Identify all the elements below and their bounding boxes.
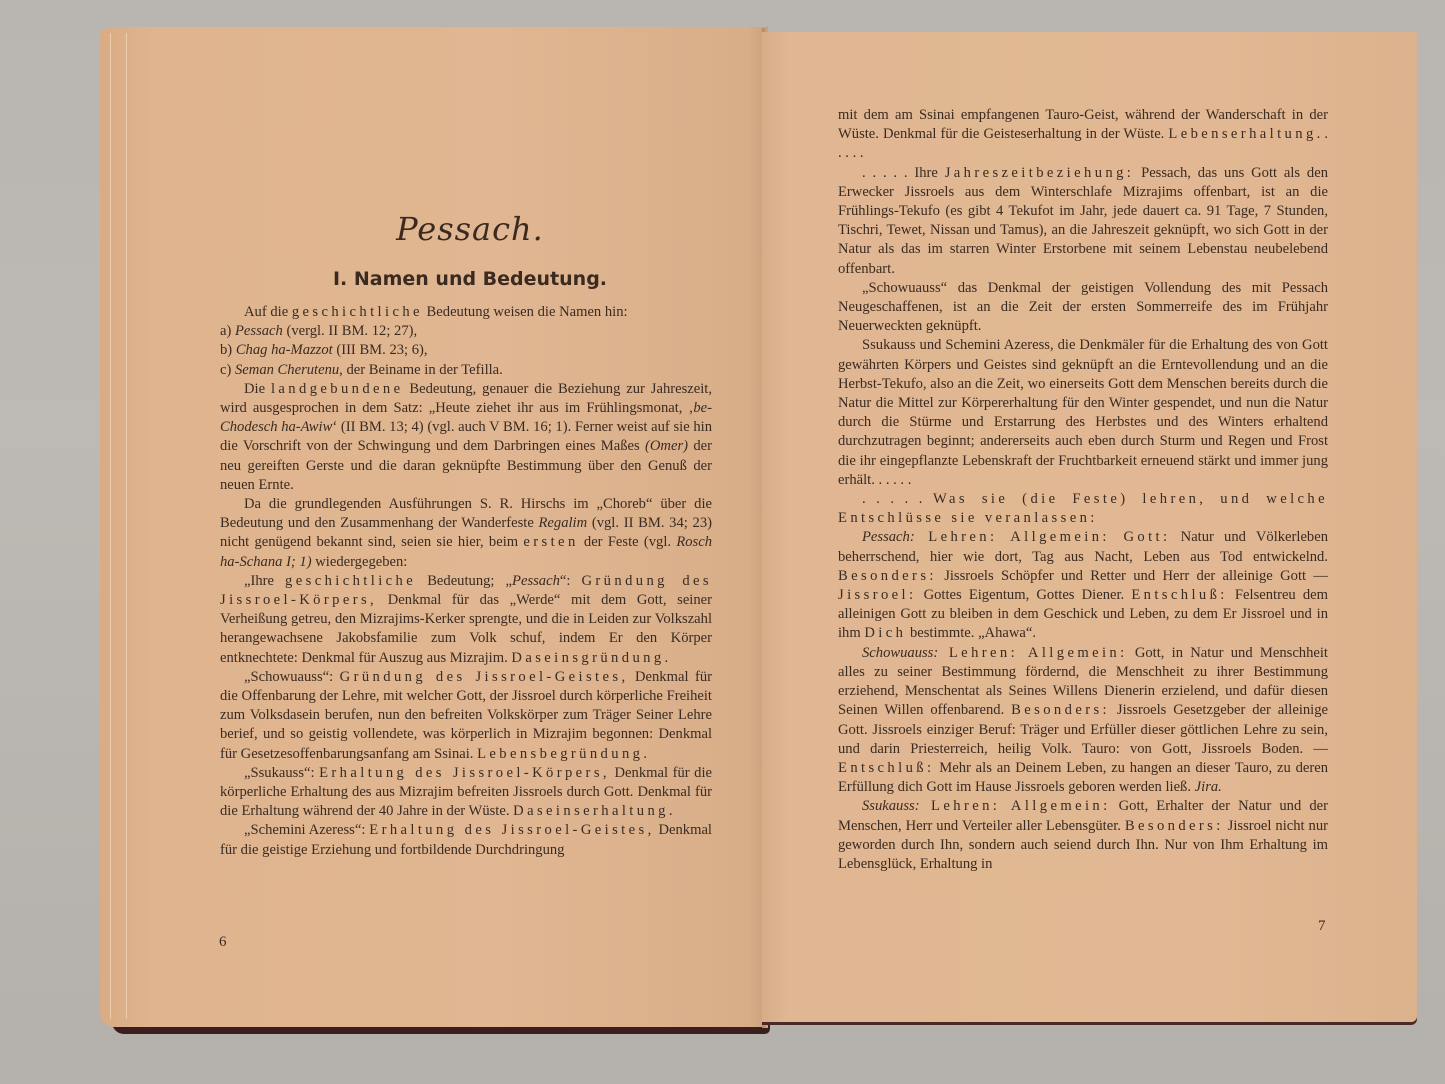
text: Bedeutung, genauer die Beziehung zur Jahreszeit, wird ausgesprochen in dem Satz: „Heute ziehet ihr aus im Frühlingsmonat, ‚ bbox=[220, 380, 712, 417]
spaced-text: Entschluß: bbox=[1131, 587, 1228, 604]
text: Jissroel nicht nur geworden durch Ihn, sondern auch seiend durch Ihn. Nur von Ihm Erhaltung im Lebensglück, Erhaltung in bbox=[838, 817, 1328, 872]
reference: (vergl. II BM. 12; 27), bbox=[282, 323, 418, 340]
italic-text: Regalim bbox=[538, 515, 588, 532]
text: . . . . . Ihre bbox=[862, 164, 945, 181]
text: Da die grundlegenden Ausführungen S. R. Hirschs im „Choreb“ über die Bedeutung und den Zusammenhang der Wanderfeste bbox=[220, 496, 712, 532]
text: „Schemini Azeress“: bbox=[244, 822, 370, 839]
name: Pessach bbox=[235, 323, 283, 340]
text: Auf die bbox=[244, 304, 292, 320]
spaced-text: Erhaltung des Jissroel-Geistes, bbox=[369, 822, 655, 839]
text: bestimmte. „Ahawa“. bbox=[906, 625, 1037, 642]
right-page-body bbox=[838, 106, 1328, 874]
intro-paragraph bbox=[220, 303, 712, 322]
name: Chag ha-Mazzot bbox=[235, 342, 333, 359]
list-item bbox=[220, 322, 712, 341]
text: Jissroels Schöpfer und Retter und Herr der alleinige Gott — bbox=[936, 567, 1328, 584]
italic-text: Rosch ha-Schana I; 1) bbox=[220, 534, 712, 570]
paragraph-pessach bbox=[220, 572, 712, 668]
paragraph-hirsch bbox=[220, 495, 712, 572]
text: der Feste (vgl. bbox=[578, 534, 677, 551]
text: Denkmal für das „Werde“ mit dem Gott, seiner Verheißung getreu, den Mizrajims-Kerker sprengte, und die in Leiden zur Volkszahl herangewachsene Jakobsfamilie zum Volk schuf, indem Er den Körper entknechtete: Denkmal für Auszug aus Mizrajim. bbox=[220, 592, 712, 666]
reference: , der Beiname in der Tefilla. bbox=[339, 361, 503, 378]
spaced-text: Jahreszeitbeziehung: bbox=[944, 164, 1135, 181]
spaced-text: Lehren: Allgemein: Gott: bbox=[914, 529, 1171, 546]
italic-text: Schowuauss: bbox=[862, 644, 939, 661]
text: Natur und Völkerleben beherrschend, hier wie dort, Tag aus Nacht, Leben aus Tod entwickelnd. bbox=[838, 529, 1328, 565]
chapter-title: Pessach. bbox=[396, 210, 544, 248]
text: Felsentreu dem alleinigen Gott zu bleiben in dem Geschick und Leben, zu dem Er Jissroel und in ihm bbox=[838, 587, 1328, 642]
spaced-text: geschichtliche bbox=[291, 304, 423, 320]
text: Gott, Erhalter der Natur und der Menschen, Herr und Verteiler aller Lebensgüter. bbox=[838, 798, 1328, 834]
list-marker: b) bbox=[220, 342, 236, 359]
text: (vgl. II BM. 34; 23) nicht genügend bekannt sind, seien sie hier, beim bbox=[220, 515, 712, 551]
list-item bbox=[220, 341, 712, 360]
spaced-text: Lebensbegründung. bbox=[477, 745, 651, 762]
italic-text: Pessach: bbox=[862, 529, 915, 546]
text: Denkmal für die Offenbarung der Lehre, mit welcher Gott, der Jissroel durch körperliche Freiheit zum Volksdasein berufen, nun den befreiten Volkskörper zum Träger Seiner Lehre berief, und so geistig vollendete, was körperlich in Mizrajim begonnen: Denkmal für Gesetzesoffenbarungsanfang am Ssinai. bbox=[220, 668, 712, 762]
italic-text: (Omer) bbox=[645, 438, 688, 455]
text: Pessach, das uns Gott als den Erwecker Jissroels aus dem Winterschlafe Mizrajims offenbart, ist an die Frühlings-Tekufo (es gibt 4 Tekufot im Jahr, jede dauert ca. 91 Tage, 7 Stunden, Tischri, Tewet, Nissan und Tamus), an die Jahreszeit geknüpft, wo sich Gott in der Natur als das im starren Winter Erstorbene mit seinem Lebenstau neubelebend offenbart. bbox=[838, 164, 1328, 277]
paragraph-schowuauss bbox=[220, 668, 712, 764]
italic-text: Pessach bbox=[512, 572, 560, 589]
list-item bbox=[220, 361, 712, 380]
paragraph-land bbox=[220, 380, 712, 495]
spaced-text: ersten bbox=[523, 534, 579, 551]
text: Denkmal für die körperliche Erhaltung des aus Mizrajim befreiten Jissroels durch Gott. Denkmal für die Erhaltung während der 40 Jahre in der Wüste. bbox=[220, 764, 712, 820]
paragraph-jahreszeit bbox=[838, 164, 1328, 279]
text: „Schowuauss“: bbox=[244, 668, 340, 685]
spaced-text: Daseinsgründung. bbox=[511, 649, 672, 666]
paragraph-schemini bbox=[220, 821, 712, 859]
text: Mehr als an Deinem Leben, zu hangen an dieser Tauro, zu deren Erfüllung dich Gott im Hause Jissroels geboren werden ließ. bbox=[838, 759, 1328, 796]
paragraph-ssukauss bbox=[220, 764, 712, 822]
reference: (III BM. 23; 6), bbox=[332, 342, 428, 359]
spaced-text: Besonders: bbox=[1124, 817, 1224, 834]
text: mit dem am Ssinai empfangenen Tauro-Geist, während der Wanderschaft in der Wüste. Denkmal für die Geisteserhaltung in der Wüste. bbox=[838, 107, 1328, 143]
text: Jissroels Gesetzgeber der alleinige Gott. Jissroels einziger Beruf: Träger und Erfüller dieser göttlichen Lehre zu sein, und darin Priesterreich, heilig Volk. Tauro: von Gott, Jissroels Boden. — bbox=[838, 702, 1329, 757]
spaced-text: Lehren: Allgemein: bbox=[919, 798, 1111, 815]
spaced-text: Was sie (die Feste) lehren, und welche Entschlüsse sie veranlassen: bbox=[838, 491, 1329, 527]
text: Bedeutung; „ bbox=[416, 572, 513, 589]
spaced-text: Lebenserhaltung bbox=[1168, 126, 1317, 143]
page-leaf-edge bbox=[110, 33, 111, 1019]
text: der neu gereiften Gerste und die daran geknüpfte Bestimmung über den Genuß der neuen Ernte. bbox=[220, 438, 712, 493]
spaced-text: Besonders: bbox=[838, 567, 937, 584]
spaced-text: Jissroel: bbox=[838, 587, 917, 604]
text: Die bbox=[244, 380, 271, 397]
text: . . . . . bbox=[862, 491, 933, 508]
name: Seman Cherutenu bbox=[235, 361, 340, 378]
text: ‘ (II BM. 13; 4) (vgl. auch V BM. 16; 1). Ferner weist auf sie hin die Vorschrift von der Schwingung und dem Darbringen eines Maßes bbox=[220, 419, 712, 455]
paragraph-pessach-lehren bbox=[838, 528, 1328, 643]
spaced-text: landgebundene bbox=[270, 380, 404, 397]
list-marker: c) bbox=[220, 361, 235, 378]
left-page-body bbox=[220, 303, 712, 860]
spaced-text: geschichtliche bbox=[285, 572, 417, 589]
spaced-text: Daseinserhaltung. bbox=[513, 803, 676, 820]
page-number-left: 6 bbox=[219, 934, 227, 950]
spaced-text: Erhaltung des Jissroel-Körpers, bbox=[319, 764, 610, 781]
spaced-text: Lehren: Allgemein: bbox=[938, 644, 1128, 661]
italic-text: Jira. bbox=[1194, 779, 1222, 796]
paragraph-schowuauss-season: „Schowuauss“ das Denkmal der geistigen Vollendung des mit Pessach Neugeschaffenen, ist an die Zeit der ersten Sommerreife des im Frühjahr Neuerweckten geknüpft. bbox=[838, 279, 1328, 335]
paragraph-ssukauss-season: Ssukauss und Schemini Azeress, die Denkmäler für die Erhaltung des von Gott gewährten Körpers und Geistes sind geknüpft an die Erntevollendung und an die Herbst-Tekufo, also an die Zeit, wo einerseits Gott dem Menschen bereits durch die Natur die Mittel zur Körpererhaltung für den Winter gespendet, und nun die Natur durch die Stürme und Erstarrung des Herbstes und des Winters erhaltend durchzutragen beginnt; andererseits auch eben durch Sturm und Regen und Frost die ihr eingepflanzte Lebenskraft der Fruchtbarkeit erneuend stärkt und immer jung erhält. . . . . . bbox=[838, 337, 1328, 488]
page-leaf-edge bbox=[126, 33, 127, 1019]
spaced-text: Entschluß: bbox=[838, 759, 935, 776]
section-heading: I. Namen und Bedeutung. bbox=[332, 268, 608, 290]
spaced-text: Dich bbox=[864, 625, 907, 642]
paragraph-continued bbox=[838, 106, 1328, 164]
text: „Ihre bbox=[244, 572, 286, 589]
spaced-text: Besonders: bbox=[1011, 702, 1110, 719]
text: “: bbox=[559, 572, 582, 589]
text: „Ssukauss“: bbox=[244, 764, 320, 781]
paragraph-ssukauss-lehren bbox=[838, 797, 1328, 874]
paragraph-lehren-intro bbox=[838, 490, 1328, 528]
page-number-right: 7 bbox=[1318, 918, 1326, 934]
text: Bedeutung weisen die Namen hin: bbox=[422, 304, 628, 320]
text: . . . . . . bbox=[838, 126, 1329, 162]
spaced-text: Gründung des Jissroel-Geistes, bbox=[339, 668, 629, 685]
text: Gott, in Natur und Menschheit alles zu seiner Bestimmung fördernd, die Menschheit zu ihrer Bestimmung erziehend, Menschentat als Seines Willens Dienerin erzielend, und dafür diesen Seinen Willen offenbarend. bbox=[838, 644, 1328, 719]
italic-text: Ssukauss: bbox=[862, 798, 920, 815]
italic-text: be-Chodesch ha-Awiw bbox=[220, 400, 712, 436]
text: wiedergegeben: bbox=[311, 553, 408, 570]
list-marker: a) bbox=[220, 323, 235, 340]
spaced-text: Gründung des Jissroel-Körpers, bbox=[220, 572, 712, 609]
text: Denkmal für die geistige Erziehung und fortbildende Durchdringung bbox=[220, 822, 712, 858]
paragraph-schowuauss-lehren bbox=[838, 644, 1328, 798]
text: Gottes Eigentum, Gottes Diener. bbox=[916, 587, 1132, 604]
